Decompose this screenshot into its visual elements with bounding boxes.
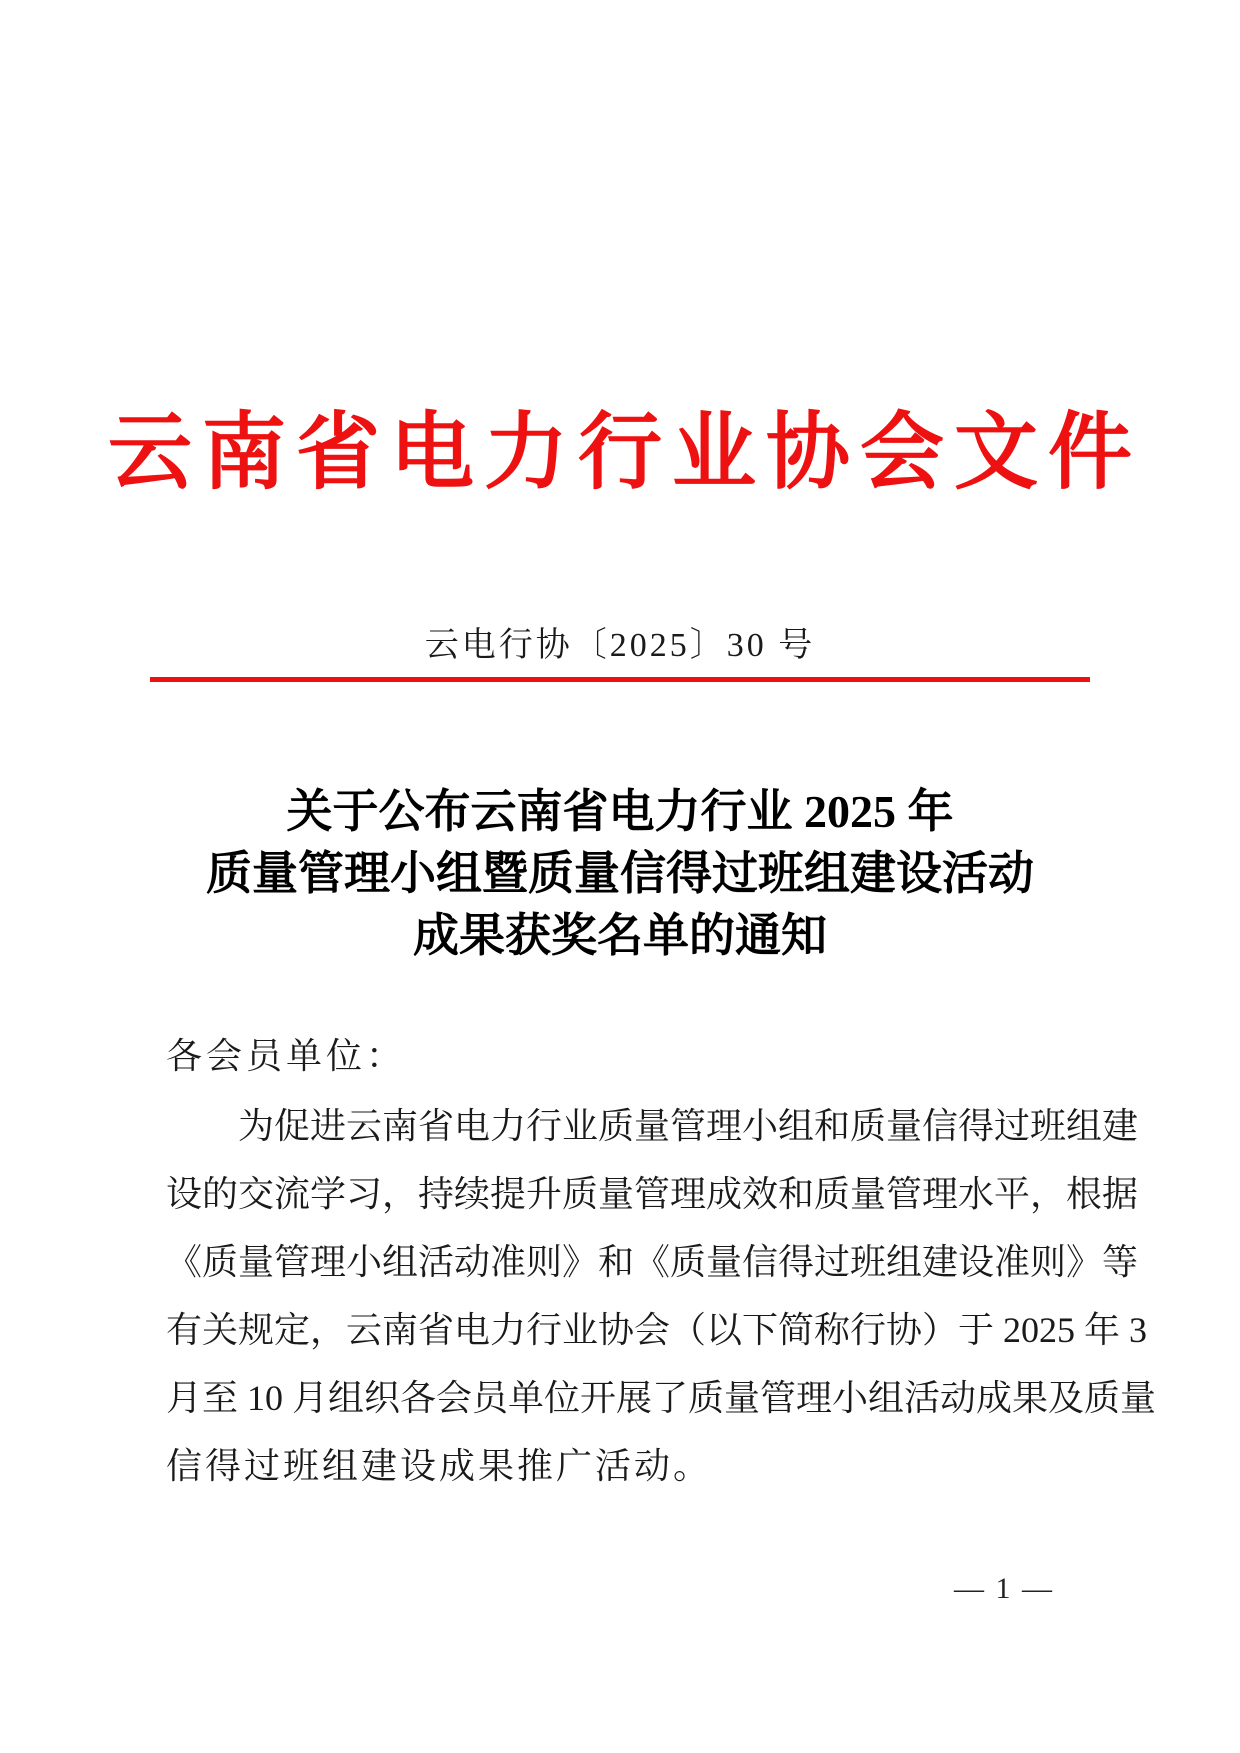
body-line: 为促进云南省电力行业质量管理小组和质量信得过班组建: [238, 1106, 1139, 1146]
document-number: 云电行协〔2025〕30 号: [424, 627, 816, 664]
body-paragraph: [166, 1092, 1157, 1500]
notice-title-line-1: 关于公布云南省电力行业 2025 年: [286, 786, 954, 837]
body-line: 设的交流学习，持续提升质量管理成效和质量管理水平，根据: [166, 1174, 1139, 1214]
salutation: 各会员单位：: [166, 1036, 407, 1076]
body-line: 有关规定，云南省电力行业协会（以下简称行协）于 2025 年 3: [166, 1310, 1148, 1350]
notice-title-line-2: 质量管理小组暨质量信得过班组建设活动: [206, 848, 1034, 899]
body-line: 月至 10 月组织各会员单位开展了质量管理小组活动成果及质量: [166, 1378, 1157, 1418]
page-number: — 1 —: [954, 1572, 1054, 1605]
red-divider-line: [150, 677, 1090, 682]
body-line: 信得过班组建设成果推广活动。: [166, 1446, 713, 1486]
body-line: 《质量管理小组活动准则》和《质量信得过班组建设准则》等: [166, 1242, 1139, 1282]
notice-title-line-3: 成果获奖名单的通知: [413, 910, 827, 961]
notice-title: [0, 781, 1240, 967]
org-document-header: 云南省电力行业协会文件: [107, 407, 1142, 500]
